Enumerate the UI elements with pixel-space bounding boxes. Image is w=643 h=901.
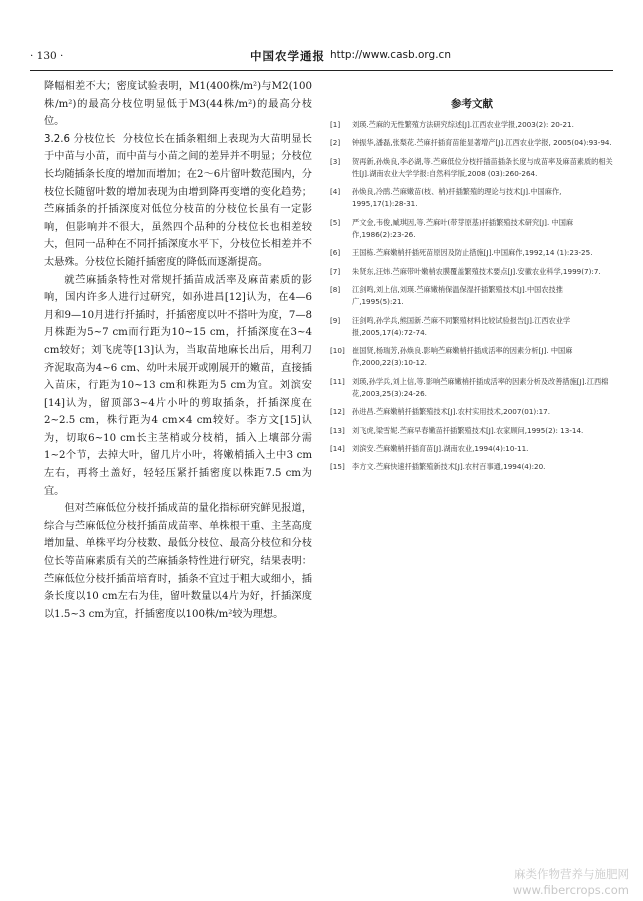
reference-number: [7] xyxy=(330,266,341,276)
reference-number: [13] xyxy=(330,425,345,435)
page-number: · 130 · xyxy=(30,50,64,62)
reference-item xyxy=(330,406,614,418)
reference-number: [8] xyxy=(330,284,341,294)
watermark xyxy=(513,866,629,898)
reference-item xyxy=(330,247,614,259)
references-title: 参考文献 xyxy=(451,98,493,110)
section-body: 分枝位长在插条粗细上表现为大苗明显长于中苗与小苗，而中苗与小苗之间的差异并不明显；分枝位长均随插条长度的增加而增加；在2～6片留叶数范围内，分枝位长随留叶数的增加表现为由增到降再变增的变化趋势；苎麻插条的扦插深度对低位分枝苗的分枝位长虽有一定影响，但影响并不很大，虽然四个品种的分枝位长也相差较大，但同一品种在不同扦插深度水平下，分枝位长相差并不太悬殊。分枝位长随扦插密度的降低而逐渐提高。 xyxy=(44,133,312,268)
reference-text: 朱贤东,汪炜.苎麻带叶嫩梢农膜覆盖繁殖技术要点[J].安徽农业科学,1999(7):7. xyxy=(352,266,601,276)
reference-list xyxy=(330,119,614,474)
journal-name: 中国农学通报 xyxy=(250,49,325,63)
reference-item xyxy=(330,284,614,309)
reference-number: [4] xyxy=(330,187,341,197)
reference-item xyxy=(330,137,614,149)
reference-item xyxy=(330,315,614,340)
reference-text: 孙焕良,冷鹃.苎麻嫩苗(枝、梢)扦插繁殖的理论与技术[J].中国麻作, 1995,17(1):28-31. xyxy=(352,187,562,209)
paragraph-conclusion: 但对苎麻低位分枝扦插成苗的量化指标研究鲜见报道，综合与苎麻低位分枝扦插苗成苗率、单株根干重、主茎高度增加量、单株平均分枝数、最低分枝位、最高分枝位和分枝位长等苗麻素质有关的苎麻插条特性进行研究，结果表明：苎麻低位分枝扦插苗培育时，插条不宜过于粗大或细小，插条长度以10 cm左右为佳，留叶数量以4片为好，扦插深度以1.5~3 cm为宜，扦插密度以100株/m²较为理想。 xyxy=(44,503,312,620)
reference-text: 孙进昌.苎麻嫩梢扦插繁殖技术[J].农村实用技术,2007(01):17. xyxy=(352,407,551,417)
reference-text: 李方文.苎麻快速扦插繁殖新技术[J].农村百事通,1994(4):20. xyxy=(352,462,546,472)
reference-text: 汪剑鸣,孙学兵,熊国新.苎麻不同繁殖材料比较试验报告[J].江西农业学报,2005,17(4):72-74. xyxy=(352,315,571,337)
reference-item xyxy=(330,443,614,455)
left-column xyxy=(44,78,312,623)
references-column xyxy=(330,96,614,480)
reference-item xyxy=(330,266,614,278)
reference-text: 钟振华,潘磊,张梨花.苎麻扦插育苗能显著增产[J].江西农业学报, 2005(04):93-94. xyxy=(352,138,612,148)
reference-number: [10] xyxy=(330,346,345,356)
reference-number: [14] xyxy=(330,443,345,453)
reference-text: 刘飞虎,梁雪妮.苎麻早春嫩苗扦插繁殖技术[J].农家顾问,1995(2): 13-14. xyxy=(352,425,584,435)
reference-number: [12] xyxy=(330,407,345,417)
reference-text: 崔国贤,杨瑞芳,孙焕良.影响苎麻嫩梢扦插成活率的因素分析[J]. 中国麻作,2000,22(3):10-12. xyxy=(352,346,573,368)
reference-text: 王国栋.苎麻嫩梢扦插死苗原因及防止措施[J].中国麻作,1992,14 (1):23-25. xyxy=(352,248,593,258)
reference-text: 刘瑛.苎麻的无性繁殖方法研究综述[J].江西农业学报,2003(2): 20-21. xyxy=(352,120,574,129)
watermark-line-2: www.fibercrops.com xyxy=(512,883,629,897)
reference-item xyxy=(330,156,614,181)
reference-number: [15] xyxy=(330,462,345,472)
reference-number: [3] xyxy=(330,156,341,166)
reference-text: 严文金,韦俊,臧琪因,等.苎麻叶(带芽原基)扦插繁殖技术研究[J]. 中国麻作,1986(2):23-26. xyxy=(352,217,574,240)
section-3-2-6 xyxy=(44,131,312,272)
section-title: 3.2.6 分枝位长 xyxy=(44,133,116,145)
reference-number: [9] xyxy=(330,315,341,325)
reference-item xyxy=(330,217,614,242)
reference-item xyxy=(330,345,614,370)
reference-item xyxy=(330,186,614,211)
reference-number: [1] xyxy=(330,120,341,129)
reference-number: [11] xyxy=(330,376,345,386)
reference-text: 贺再新,孙焕良,李必湖,等.苎麻低位分枝扦插苗插条长度与成苗率及麻苗素质的相关性[J].湖南农业大学学报:自然科学版,2008 (03):260-264. xyxy=(352,156,613,178)
reference-item xyxy=(330,461,614,473)
reference-text: 江剑鸣,刘上信,刘瑛.苎麻嫩梢保温保湿扦插繁殖技术[J].中国农技推广,1995(5):21. xyxy=(352,284,563,307)
reference-number: [5] xyxy=(330,217,341,227)
header-rule xyxy=(30,70,613,71)
reference-number: [2] xyxy=(330,138,341,148)
reference-text: 刘瑛,孙学兵,刘上信,等.影响苎麻嫩梢扦插成活率的因素分析及改善措施[J].江西棉花,2003,25(3):24-26. xyxy=(352,376,609,399)
paragraph-density-result: 降幅相差不大；密度试验表明，M1(400株/m²)与M2(100株/m²)的最高分枝位明显低于M3(44株/m²)的最高分枝位。 xyxy=(44,81,312,128)
reference-text: 刘滨安.苎麻嫩梢扦插育苗[J].湖南农业,1994(4):10-11. xyxy=(352,443,529,453)
reference-number: [6] xyxy=(330,248,341,258)
reference-item xyxy=(330,376,614,401)
journal-url[interactable]: http://www.casb.org.cn xyxy=(330,49,451,61)
page-header xyxy=(30,46,613,68)
watermark-line-1: 麻类作物营养与施肥网 xyxy=(514,867,629,881)
reference-item xyxy=(330,425,614,437)
paragraph-previous-research: 就苎麻插条特性对常规扦插苗成活率及麻苗素质的影响，国内许多人进行过研究，如孙进昌[12]认为，在4—6月和9—10月进行扦插时，扦插密度以叶不搭叶为度，7—8月株距为5~7 cm而行距为10~15 cm，扦插深度在3~4 cm较好；刘飞虎等[13]认为，当取苗地麻长出后，用利刀齐泥取高为4~6 cm、幼叶未展开或刚展开的嫩苗，直接插入苗床，行距为10~13 cm和株距为5 cm为宜。刘滨安[14]认为，留顶部3~4片小叶的剪取插条，扦插深度在2~2.5 cm，株行距为4 cm×4 cm较好。李方文[15]认为，切取6~10 cm长主茎梢或分枝梢，插入上壤部分需1~2个节，去掉大叶，留几片小叶，将嫩梢插入土中3 cm左右，再将土盖好，轻轻压紧扦插密度以株距7.5 cm为宜。 xyxy=(44,274,312,497)
reference-item xyxy=(330,119,614,131)
